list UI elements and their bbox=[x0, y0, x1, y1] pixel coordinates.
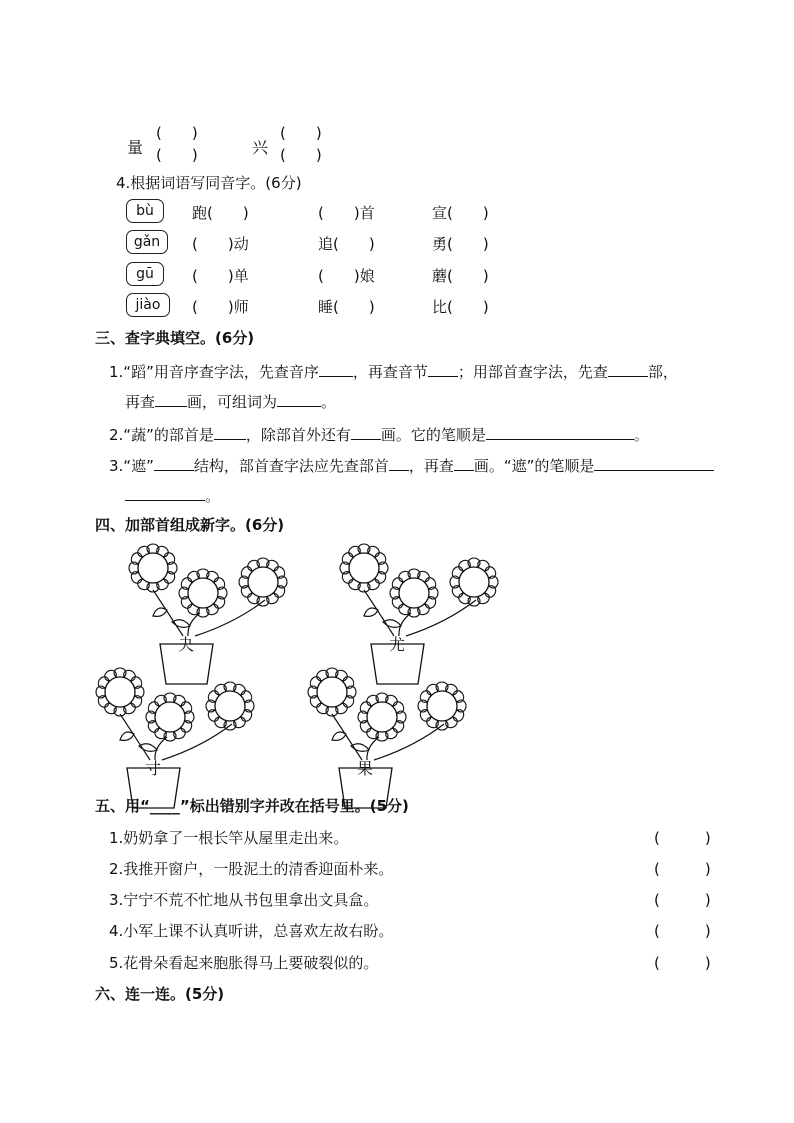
s3-q2-b: ，除部首外还有 bbox=[245, 426, 351, 444]
pot-label-3: 寸 bbox=[145, 759, 162, 778]
pinyin-box-jiao: jiào bbox=[126, 293, 170, 317]
word-1-2[interactable]: ( )首 bbox=[318, 204, 375, 222]
paren-xing-2[interactable]: ( ) bbox=[280, 146, 322, 164]
s3-q1-g: 。 bbox=[321, 393, 337, 411]
s5-paren-2[interactable]: ( ) bbox=[654, 860, 711, 878]
pinyin-box-gu: gū bbox=[126, 262, 164, 286]
section-5-title: 五、用“____”标出错别字并改在括号里。(5分) bbox=[95, 797, 409, 815]
s3-q3-c: ，再查 bbox=[408, 457, 454, 475]
word-4-3[interactable]: 比( ) bbox=[432, 298, 489, 316]
s3-q1-d: 部， bbox=[647, 363, 678, 381]
s5-paren-5[interactable]: ( ) bbox=[654, 954, 711, 972]
word-4-2[interactable]: 睡( ) bbox=[318, 298, 375, 316]
section-6-title: 六、连一连。(5分) bbox=[95, 985, 225, 1003]
char-xing: 兴 bbox=[252, 138, 269, 157]
paren-xing-1[interactable]: ( ) bbox=[280, 124, 322, 142]
s3-q3-a: 3.“遮” bbox=[109, 457, 154, 475]
section-4-title: 四、加部首组成新字。(6分) bbox=[95, 516, 285, 534]
s5-paren-3[interactable]: ( ) bbox=[654, 891, 711, 909]
word-2-3[interactable]: 勇( ) bbox=[432, 235, 489, 253]
pinyin-box-gan: gǎn bbox=[126, 230, 168, 254]
s3-q2-a: 2.“蔬”的部首是 bbox=[109, 426, 214, 444]
flower-pot-3 bbox=[96, 668, 254, 808]
s3-q1-b: ，再查音节 bbox=[352, 363, 428, 381]
s3-q3-d: 画。“遮”的笔顺是 bbox=[473, 457, 595, 475]
char-liang: 量 bbox=[127, 138, 144, 157]
s3-q2-c: 画。它的笔顺是 bbox=[380, 426, 486, 444]
s3-q2-d: 。 bbox=[633, 426, 649, 444]
word-2-1[interactable]: ( )动 bbox=[192, 235, 249, 253]
word-1-1[interactable]: 跑( ) bbox=[192, 204, 249, 222]
pot-label-2: 尤 bbox=[389, 635, 406, 654]
word-3-1[interactable]: ( )单 bbox=[192, 267, 249, 285]
s3-q1-a: 1.“蹈”用音序查字法，先查音序 bbox=[109, 363, 319, 381]
word-3-3[interactable]: 蘑( ) bbox=[432, 267, 489, 285]
flower-pot-2 bbox=[340, 544, 498, 684]
s3-q3-b: 结构，部首查字法应先查部首 bbox=[193, 457, 389, 475]
word-1-3[interactable]: 宣( ) bbox=[432, 204, 489, 222]
s5-item-1: 1.奶奶拿了一根长竿从屋里走出来。 bbox=[109, 829, 349, 847]
pot-label-4: 果 bbox=[357, 759, 374, 778]
s3-q3-e: 。 bbox=[205, 487, 221, 505]
word-3-2[interactable]: ( )娘 bbox=[318, 267, 375, 285]
s3-q1-e: 再查 bbox=[125, 393, 156, 411]
paren-liang-2[interactable]: ( ) bbox=[156, 146, 198, 164]
pot-label-1: 夬 bbox=[178, 635, 195, 654]
s5-item-5: 5.花骨朵看起来胞胀得马上要破裂似的。 bbox=[109, 954, 379, 972]
s3-q1-c: ；用部首查字法，先查 bbox=[457, 363, 608, 381]
q4-title: 4.根据词语写同音字。(6分) bbox=[116, 174, 302, 192]
word-2-2[interactable]: 追( ) bbox=[318, 235, 375, 253]
s5-paren-4[interactable]: ( ) bbox=[654, 922, 711, 940]
s5-item-4: 4.小军上课不认真听讲，总喜欢左故右盼。 bbox=[109, 922, 394, 940]
s5-paren-1[interactable]: ( ) bbox=[654, 829, 711, 847]
s5-item-2: 2.我推开窗户，一股泥土的清香迎面朴来。 bbox=[109, 860, 394, 878]
word-4-1[interactable]: ( )师 bbox=[192, 298, 249, 316]
s3-q1-f: 画，可组词为 bbox=[187, 393, 278, 411]
paren-liang-1[interactable]: ( ) bbox=[156, 124, 198, 142]
flower-pot-1 bbox=[129, 544, 287, 684]
flower-pot-4 bbox=[308, 668, 466, 808]
pinyin-box-bu: bù bbox=[126, 199, 164, 223]
section-3-title: 三、查字典填空。(6分) bbox=[95, 329, 255, 347]
s5-item-3: 3.宁宁不荒不忙地从书包里拿出文具盒。 bbox=[109, 891, 379, 909]
